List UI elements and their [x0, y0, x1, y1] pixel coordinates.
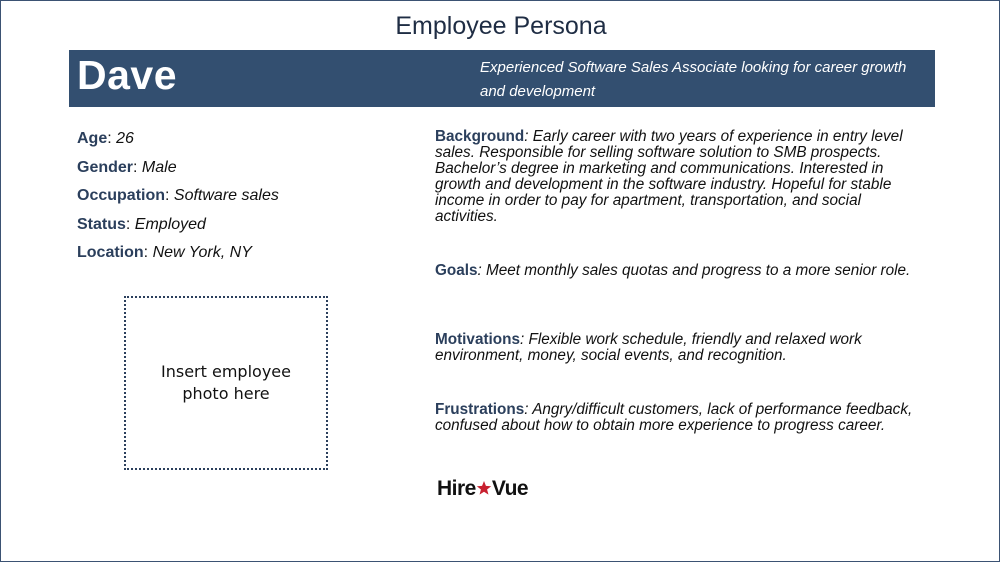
fact-label: Age [77, 130, 108, 147]
section-motivations: Motivations: Flexible work schedule, friendly and relaxed work environment, money, social events, and recognition. [435, 331, 862, 364]
section-goals: Goals: Meet monthly sales quotas and progress to a more senior role. [435, 262, 911, 279]
section-text: Early career with two years of experience in entry level sales. Responsible for selling software solution to SMB prospects. Bachelor’s degree in marketing and communications. Interested in growth and development in the software industry. Hopeful for stable income in order to pay for apartment, transportation, and social activities. [435, 128, 903, 225]
fact-label: Location [77, 244, 144, 261]
name-banner [69, 50, 935, 107]
persona-tagline: Experienced Software Sales Associate looking for career growth and development [480, 59, 907, 100]
photo-placeholder-text: Insert employee photo here [161, 362, 291, 403]
section-text: Meet monthly sales quotas and progress to a more senior role. [486, 262, 911, 279]
section-label: Goals [435, 262, 478, 279]
page-title: Employee Persona [395, 12, 607, 40]
fact-value: 26 [116, 130, 134, 147]
fact-label: Gender [77, 158, 134, 176]
fact-label: Occupation [77, 187, 166, 204]
section-label: Frustrations [435, 401, 525, 418]
employee-photo-placeholder[interactable] [124, 296, 328, 470]
fact-value: Employed [134, 215, 206, 233]
fact-status: Status: Employed [77, 215, 206, 233]
section-label: Motivations [435, 331, 520, 348]
section-background: Background: Early career with two years of experience in entry level sales. Responsible for selling software solution to SMB prospects. Bachelor’s degree in marketing and communications. Interested in growth and development in the software industry. Hopeful for stable income in order to pay for apartment, transportation, and social activities. [435, 128, 903, 225]
fact-value: Male [141, 158, 177, 176]
logo-text-hire: Hire [437, 477, 476, 500]
section-text: Angry/difficult customers, lack of performance feedback, confused about how to obtain more experience to progress career. [435, 401, 913, 434]
hirevue-logo [437, 477, 528, 501]
fact-occupation: Occupation: Software sales [77, 187, 279, 204]
section-text: Flexible work schedule, friendly and relaxed work environment, money, social events, and recognition. [435, 331, 862, 364]
persona-name: Dave [77, 52, 178, 98]
fact-value: New York, NY [152, 244, 252, 261]
section-label: Background [435, 128, 525, 145]
logo-text-vue: Vue [491, 477, 529, 500]
persona-facts [77, 128, 377, 271]
fact-gender: Gender: Male [77, 158, 177, 176]
fact-label: Status [77, 215, 126, 233]
fact-value: Software sales [173, 187, 279, 204]
fact-age: Age: 26 [77, 130, 134, 147]
star-icon [476, 480, 492, 496]
section-frustrations: Frustrations: Angry/difficult customers, lack of performance feedback, confused about how to obtain more experience to progress career. [435, 401, 913, 434]
fact-location: Location: New York, NY [77, 244, 252, 261]
